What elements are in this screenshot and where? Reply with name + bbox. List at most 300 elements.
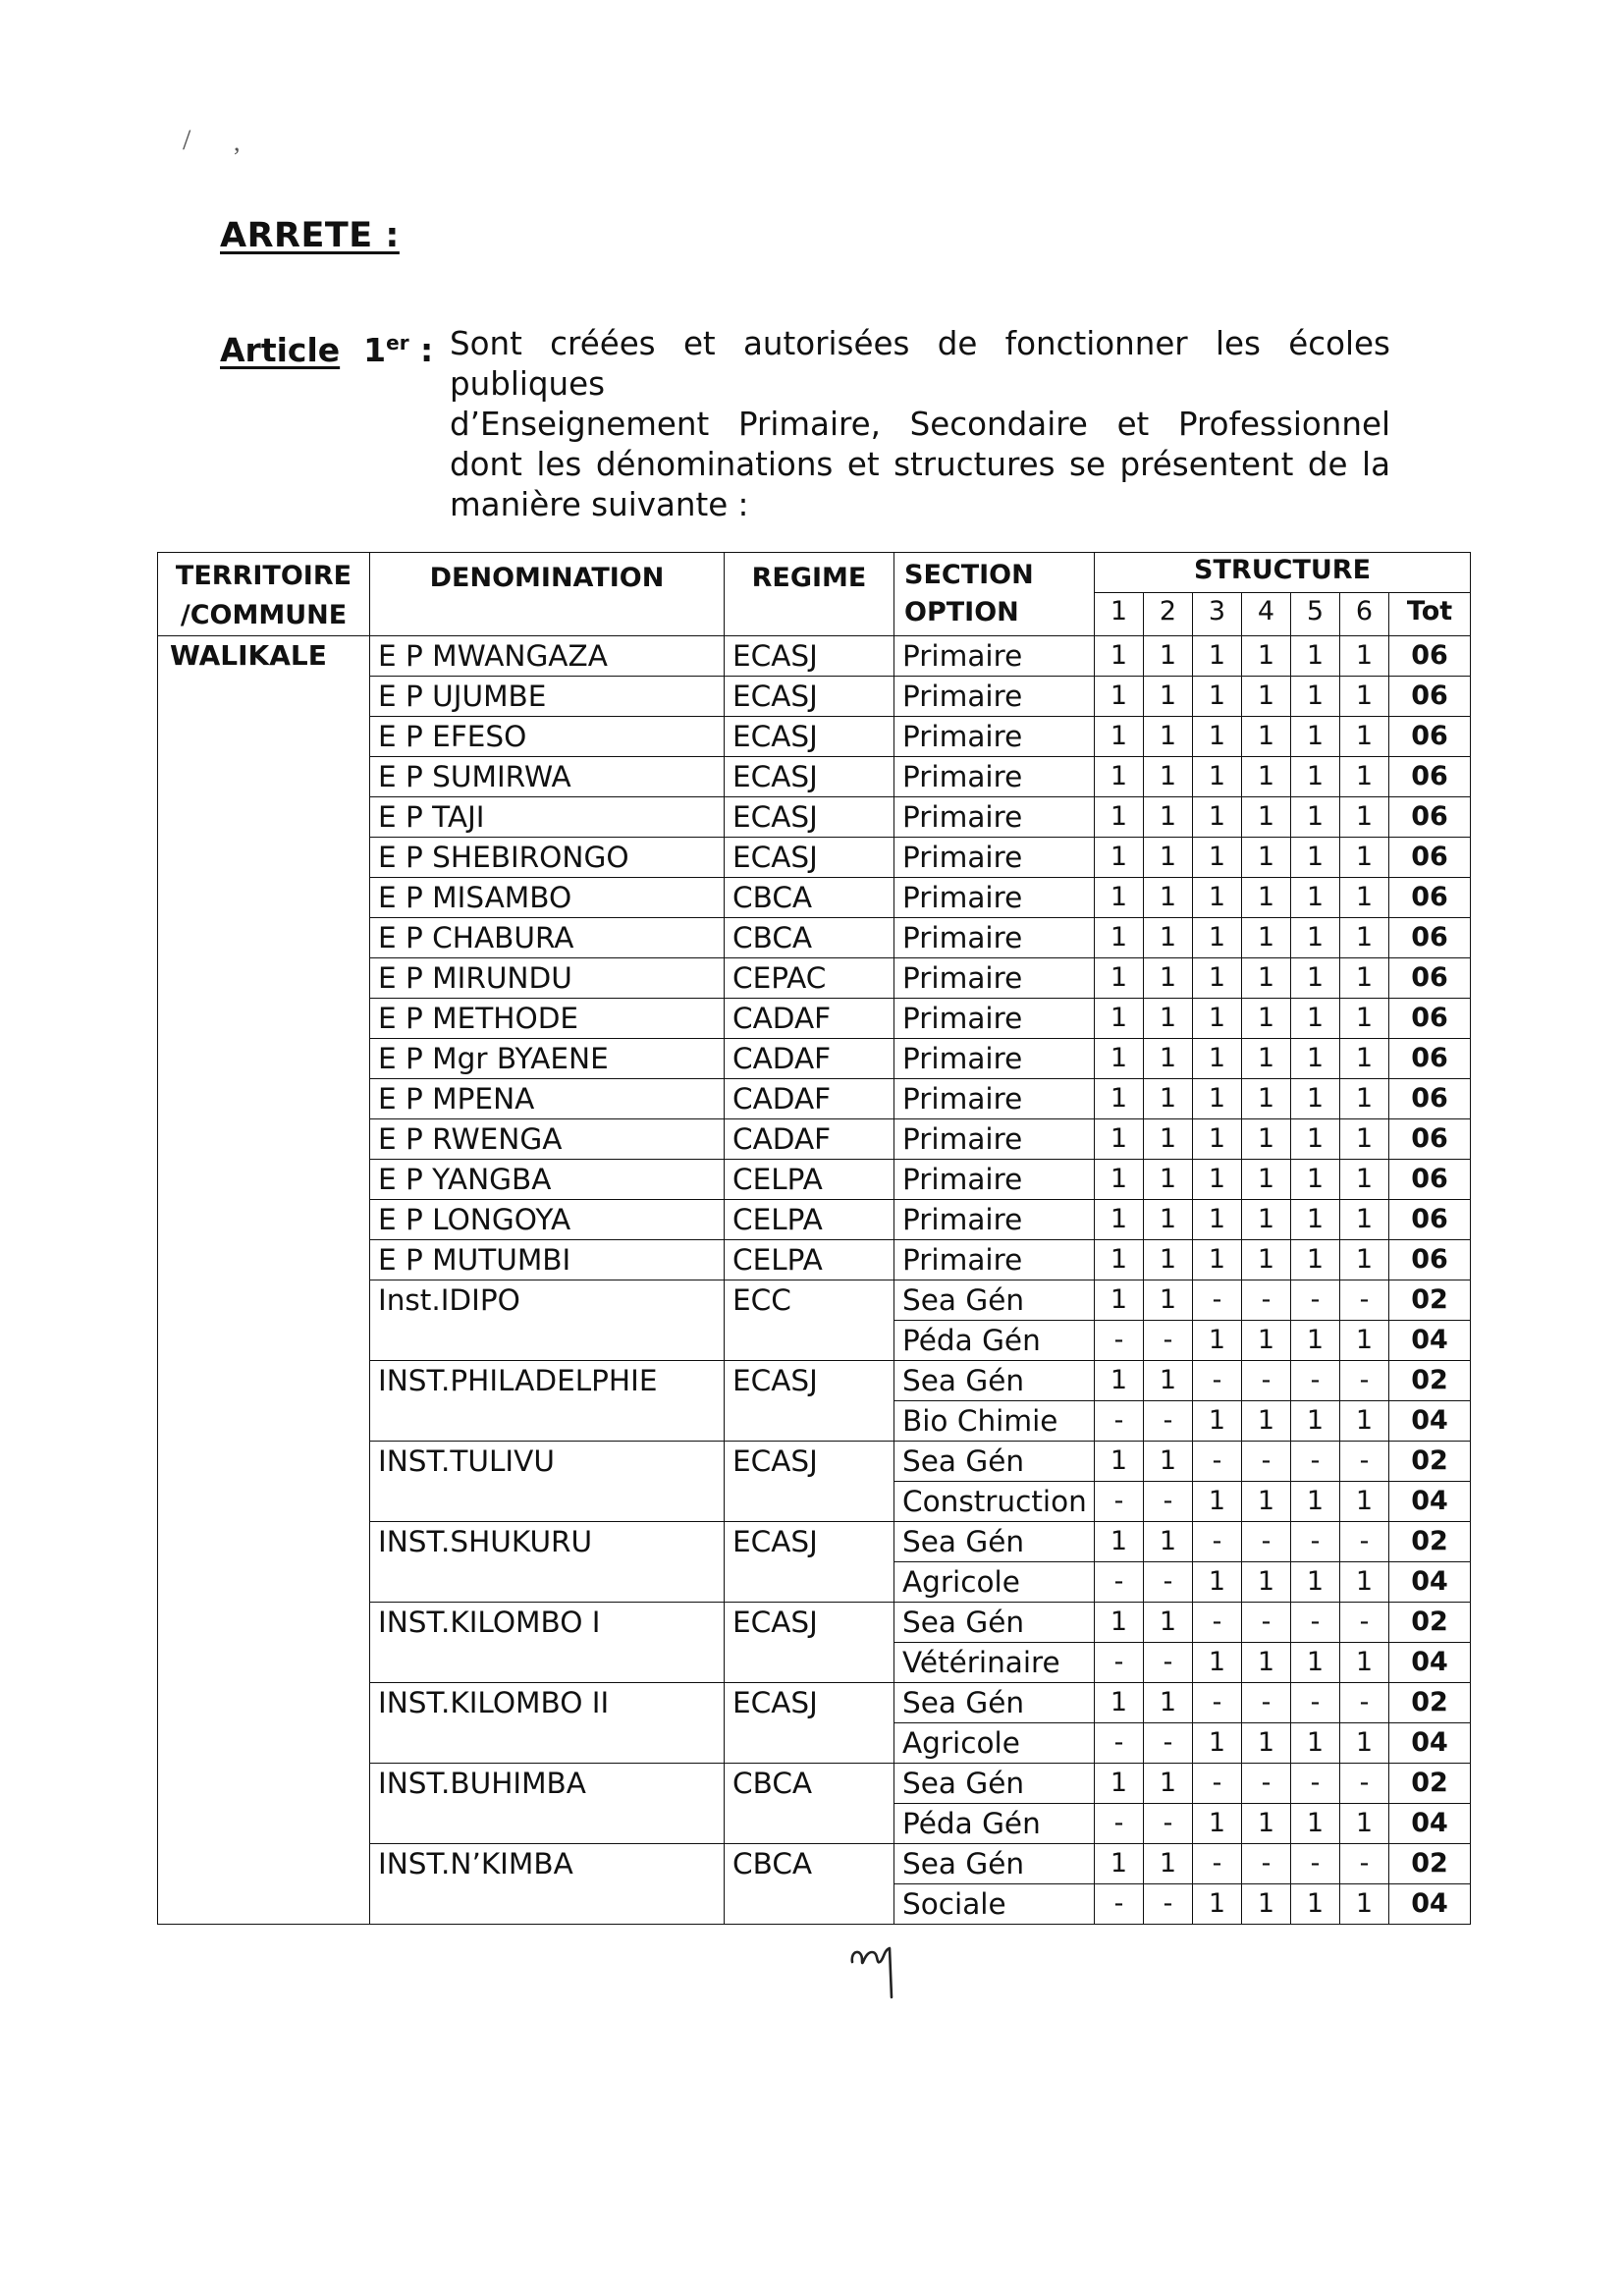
denomination-cell: INST.N’KIMBA	[370, 1844, 725, 1925]
total-cell: 06	[1389, 958, 1471, 999]
denomination-cell: E P MPENA	[370, 1079, 725, 1119]
total-cell: 06	[1389, 1240, 1471, 1280]
section-cell: Péda Gén	[894, 1804, 1095, 1844]
regime-cell: CELPA	[725, 1240, 894, 1280]
class-count-cell: -	[1291, 1683, 1340, 1723]
regime-cell: ECASJ	[725, 1361, 894, 1442]
class-count-cell: -	[1144, 1562, 1193, 1603]
total-cell: 06	[1389, 878, 1471, 918]
class-count-cell: 1	[1291, 757, 1340, 797]
denomination-cell: E P Mgr BYAENE	[370, 1039, 725, 1079]
class-count-cell: 1	[1095, 1844, 1144, 1884]
class-count-cell: 1	[1095, 1039, 1144, 1079]
regime-cell: CADAF	[725, 1119, 894, 1160]
class-count-cell: 1	[1095, 1361, 1144, 1401]
class-count-cell: 1	[1193, 636, 1242, 677]
total-cell: 04	[1389, 1804, 1471, 1844]
class-count-cell: 1	[1095, 1683, 1144, 1723]
class-count-cell: -	[1193, 1683, 1242, 1723]
total-cell: 04	[1389, 1401, 1471, 1442]
total-cell: 04	[1389, 1723, 1471, 1764]
class-count-cell: 1	[1291, 918, 1340, 958]
class-count-cell: 1	[1340, 1884, 1389, 1925]
class-count-cell: 1	[1095, 1522, 1144, 1562]
class-count-cell: 1	[1144, 1603, 1193, 1643]
class-count-cell: 1	[1340, 1079, 1389, 1119]
total-cell: 04	[1389, 1562, 1471, 1603]
margin-mark: /	[183, 124, 191, 156]
class-count-cell: 1	[1242, 757, 1291, 797]
class-count-cell: -	[1144, 1804, 1193, 1844]
class-count-cell: 1	[1193, 1482, 1242, 1522]
class-count-cell: 1	[1193, 999, 1242, 1039]
class-count-cell: 1	[1340, 1200, 1389, 1240]
class-count-cell: -	[1291, 1603, 1340, 1643]
schools-table	[157, 552, 1471, 1925]
regime-cell: ECASJ	[725, 757, 894, 797]
class-count-cell: 1	[1095, 1764, 1144, 1804]
header-class-5: 5	[1291, 593, 1340, 636]
class-count-cell: -	[1242, 1764, 1291, 1804]
class-count-cell: 1	[1095, 636, 1144, 677]
total-cell: 02	[1389, 1361, 1471, 1401]
total-cell: 04	[1389, 1643, 1471, 1683]
total-cell: 06	[1389, 1039, 1471, 1079]
class-count-cell: 1	[1144, 1844, 1193, 1884]
total-cell: 02	[1389, 1603, 1471, 1643]
class-count-cell: 1	[1340, 918, 1389, 958]
regime-cell: CBCA	[725, 878, 894, 918]
class-count-cell: 1	[1340, 1160, 1389, 1200]
class-count-cell: 1	[1095, 677, 1144, 717]
class-count-cell: -	[1144, 1723, 1193, 1764]
total-cell: 04	[1389, 1884, 1471, 1925]
header-class-6: 6	[1340, 593, 1389, 636]
class-count-cell: 1	[1193, 878, 1242, 918]
class-count-cell: 1	[1242, 1240, 1291, 1280]
article-body	[450, 324, 1390, 525]
class-count-cell: -	[1340, 1603, 1389, 1643]
class-count-cell: 1	[1291, 1804, 1340, 1844]
class-count-cell: 1	[1095, 797, 1144, 838]
section-cell: Construction	[894, 1482, 1095, 1522]
class-count-cell: 1	[1340, 838, 1389, 878]
regime-cell: ECASJ	[725, 636, 894, 677]
header-class-4: 4	[1242, 593, 1291, 636]
denomination-cell: E P MUTUMBI	[370, 1240, 725, 1280]
class-count-cell: 1	[1291, 1482, 1340, 1522]
class-count-cell: 1	[1291, 636, 1340, 677]
total-cell: 06	[1389, 757, 1471, 797]
class-count-cell: -	[1193, 1361, 1242, 1401]
class-count-cell: 1	[1193, 1039, 1242, 1079]
class-count-cell: 1	[1144, 1361, 1193, 1401]
section-cell: Primaire	[894, 797, 1095, 838]
class-count-cell: 1	[1193, 918, 1242, 958]
section-cell: Sea Gén	[894, 1603, 1095, 1643]
class-count-cell: 1	[1242, 1723, 1291, 1764]
regime-cell: ECASJ	[725, 1683, 894, 1764]
class-count-cell: 1	[1144, 1039, 1193, 1079]
class-count-cell: 1	[1095, 878, 1144, 918]
denomination-cell: INST.KILOMBO II	[370, 1683, 725, 1764]
class-count-cell: 1	[1242, 797, 1291, 838]
class-count-cell: -	[1193, 1603, 1242, 1643]
class-count-cell: 1	[1193, 1160, 1242, 1200]
class-count-cell: 1	[1291, 1562, 1340, 1603]
class-count-cell: -	[1242, 1280, 1291, 1321]
total-cell: 02	[1389, 1522, 1471, 1562]
section-cell: Primaire	[894, 757, 1095, 797]
class-count-cell: 1	[1144, 1280, 1193, 1321]
class-count-cell: -	[1242, 1522, 1291, 1562]
section-cell: Primaire	[894, 999, 1095, 1039]
territory-cell: WALIKALE	[158, 636, 370, 1925]
class-count-cell: 1	[1144, 1200, 1193, 1240]
denomination-cell: E P METHODE	[370, 999, 725, 1039]
class-count-cell: 1	[1340, 1401, 1389, 1442]
class-count-cell: 1	[1144, 958, 1193, 999]
section-cell: Primaire	[894, 1079, 1095, 1119]
denomination-cell: E P LONGOYA	[370, 1200, 725, 1240]
class-count-cell: 1	[1242, 1804, 1291, 1844]
class-count-cell: 1	[1095, 1280, 1144, 1321]
section-cell: Primaire	[894, 1240, 1095, 1280]
section-cell: Primaire	[894, 1119, 1095, 1160]
class-count-cell: 1	[1095, 1200, 1144, 1240]
denomination-cell: E P UJUMBE	[370, 677, 725, 717]
class-count-cell: 1	[1193, 677, 1242, 717]
table-row	[158, 636, 1471, 677]
total-cell: 06	[1389, 1079, 1471, 1119]
section-cell: Sea Gén	[894, 1361, 1095, 1401]
section-cell: Sea Gén	[894, 1844, 1095, 1884]
class-count-cell: 1	[1340, 757, 1389, 797]
class-count-cell: 1	[1291, 1401, 1340, 1442]
class-count-cell: -	[1340, 1442, 1389, 1482]
class-count-cell: 1	[1291, 1119, 1340, 1160]
class-count-cell: 1	[1144, 1442, 1193, 1482]
section-cell: Vétérinaire	[894, 1643, 1095, 1683]
class-count-cell: 1	[1291, 1884, 1340, 1925]
total-cell: 06	[1389, 717, 1471, 757]
class-count-cell: 1	[1193, 1240, 1242, 1280]
total-cell: 06	[1389, 677, 1471, 717]
class-count-cell: 1	[1242, 1039, 1291, 1079]
class-count-cell: 1	[1144, 838, 1193, 878]
section-cell: Primaire	[894, 1039, 1095, 1079]
class-count-cell: 1	[1193, 1119, 1242, 1160]
header-regime: REGIME	[725, 553, 894, 636]
class-count-cell: 1	[1291, 999, 1340, 1039]
header-class-3: 3	[1193, 593, 1242, 636]
class-count-cell: -	[1095, 1723, 1144, 1764]
class-count-cell: 1	[1144, 1683, 1193, 1723]
section-cell: Bio Chimie	[894, 1401, 1095, 1442]
regime-cell: CBCA	[725, 1764, 894, 1844]
total-cell: 06	[1389, 918, 1471, 958]
class-count-cell: -	[1095, 1401, 1144, 1442]
denomination-cell: E P MIRUNDU	[370, 958, 725, 999]
denomination-cell: E P TAJI	[370, 797, 725, 838]
class-count-cell: 1	[1242, 958, 1291, 999]
section-cell: Sea Gén	[894, 1764, 1095, 1804]
regime-cell: CELPA	[725, 1200, 894, 1240]
class-count-cell: 1	[1095, 1119, 1144, 1160]
class-count-cell: -	[1095, 1562, 1144, 1603]
class-count-cell: -	[1095, 1884, 1144, 1925]
total-cell: 02	[1389, 1683, 1471, 1723]
class-count-cell: 1	[1242, 1482, 1291, 1522]
class-count-cell: 1	[1144, 1240, 1193, 1280]
class-count-cell: -	[1193, 1764, 1242, 1804]
class-count-cell: 1	[1144, 636, 1193, 677]
article-label	[220, 331, 433, 369]
denomination-cell: E P CHABURA	[370, 918, 725, 958]
header-class-2: 2	[1144, 593, 1193, 636]
class-count-cell: 1	[1340, 1039, 1389, 1079]
total-cell: 02	[1389, 1764, 1471, 1804]
class-count-cell: -	[1291, 1764, 1340, 1804]
class-count-cell: 1	[1291, 1160, 1340, 1200]
total-cell: 02	[1389, 1442, 1471, 1482]
class-count-cell: -	[1095, 1643, 1144, 1683]
total-cell: 06	[1389, 838, 1471, 878]
class-count-cell: -	[1340, 1683, 1389, 1723]
class-count-cell: -	[1193, 1442, 1242, 1482]
section-cell: Sea Gén	[894, 1522, 1095, 1562]
class-count-cell: -	[1144, 1321, 1193, 1361]
class-count-cell: 1	[1340, 999, 1389, 1039]
denomination-cell: INST.KILOMBO I	[370, 1603, 725, 1683]
header-tot: Tot	[1389, 593, 1471, 636]
class-count-cell: 1	[1242, 1401, 1291, 1442]
denomination-cell: INST.PHILADELPHIE	[370, 1361, 725, 1442]
denomination-cell: INST.TULIVU	[370, 1442, 725, 1522]
section-cell: Péda Gén	[894, 1321, 1095, 1361]
section-cell: Primaire	[894, 717, 1095, 757]
section-cell: Primaire	[894, 918, 1095, 958]
class-count-cell: 1	[1193, 1200, 1242, 1240]
class-count-cell: 1	[1340, 677, 1389, 717]
class-count-cell: -	[1340, 1764, 1389, 1804]
total-cell: 06	[1389, 1160, 1471, 1200]
class-count-cell: 1	[1095, 1160, 1144, 1200]
class-count-cell: -	[1291, 1442, 1340, 1482]
class-count-cell: -	[1340, 1361, 1389, 1401]
class-count-cell: 1	[1193, 797, 1242, 838]
handwritten-initials	[846, 1940, 915, 2001]
denomination-cell: E P MISAMBO	[370, 878, 725, 918]
total-cell: 06	[1389, 636, 1471, 677]
class-count-cell: 1	[1291, 1321, 1340, 1361]
class-count-cell: 1	[1144, 677, 1193, 717]
class-count-cell: 1	[1193, 1723, 1242, 1764]
class-count-cell: 1	[1242, 677, 1291, 717]
class-count-cell: 1	[1340, 1321, 1389, 1361]
class-count-cell: 1	[1193, 1562, 1242, 1603]
class-count-cell: -	[1242, 1442, 1291, 1482]
regime-cell: ECASJ	[725, 717, 894, 757]
regime-cell: CELPA	[725, 1160, 894, 1200]
class-count-cell: 1	[1340, 636, 1389, 677]
regime-cell: ECASJ	[725, 838, 894, 878]
article-number-sup: er	[386, 331, 409, 354]
class-count-cell: 1	[1291, 797, 1340, 838]
class-count-cell: 1	[1095, 838, 1144, 878]
class-count-cell: 1	[1242, 1200, 1291, 1240]
class-count-cell: -	[1242, 1361, 1291, 1401]
class-count-cell: 1	[1291, 838, 1340, 878]
class-count-cell: 1	[1144, 1522, 1193, 1562]
denomination-cell: Inst.IDIPO	[370, 1280, 725, 1361]
article-number-value: 1	[363, 331, 387, 369]
class-count-cell: -	[1340, 1522, 1389, 1562]
class-count-cell: 1	[1095, 918, 1144, 958]
total-cell: 04	[1389, 1321, 1471, 1361]
header-option-label: OPTION	[904, 597, 1019, 627]
article-text-first-line: Sont créées et autorisées de fonctionner les écoles publiques	[450, 325, 1390, 403]
class-count-cell: 1	[1340, 1119, 1389, 1160]
denomination-cell: E P EFESO	[370, 717, 725, 757]
class-count-cell: 1	[1193, 717, 1242, 757]
header-territoire-label: TERRITOIRE	[175, 561, 352, 591]
class-count-cell: 1	[1242, 878, 1291, 918]
regime-cell: ECASJ	[725, 1522, 894, 1603]
class-count-cell: 1	[1095, 1603, 1144, 1643]
class-count-cell: 1	[1291, 677, 1340, 717]
class-count-cell: -	[1242, 1603, 1291, 1643]
regime-cell: ECASJ	[725, 677, 894, 717]
total-cell: 02	[1389, 1844, 1471, 1884]
class-count-cell: 1	[1242, 1079, 1291, 1119]
class-count-cell: 1	[1242, 717, 1291, 757]
class-count-cell: 1	[1291, 1039, 1340, 1079]
class-count-cell: 1	[1193, 1804, 1242, 1844]
section-cell: Primaire	[894, 1200, 1095, 1240]
denomination-cell: E P SUMIRWA	[370, 757, 725, 797]
class-count-cell: 1	[1291, 717, 1340, 757]
class-count-cell: -	[1291, 1361, 1340, 1401]
total-cell: 04	[1389, 1482, 1471, 1522]
header-section-option	[894, 553, 1095, 636]
class-count-cell: 1	[1144, 1079, 1193, 1119]
section-cell: Sea Gén	[894, 1683, 1095, 1723]
table-body	[158, 636, 1471, 1925]
class-count-cell: 1	[1144, 1764, 1193, 1804]
section-cell: Primaire	[894, 958, 1095, 999]
class-count-cell: -	[1291, 1522, 1340, 1562]
section-cell: Sociale	[894, 1884, 1095, 1925]
header-structure: STRUCTURE	[1095, 553, 1471, 593]
class-count-cell: 1	[1095, 1240, 1144, 1280]
class-count-cell: 1	[1095, 717, 1144, 757]
class-count-cell: 1	[1291, 1079, 1340, 1119]
class-count-cell: 1	[1340, 878, 1389, 918]
article-number	[363, 331, 433, 369]
class-count-cell: 1	[1095, 1079, 1144, 1119]
total-cell: 06	[1389, 797, 1471, 838]
class-count-cell: 1	[1242, 1643, 1291, 1683]
header-class-1: 1	[1095, 593, 1144, 636]
regime-cell: ECASJ	[725, 797, 894, 838]
class-count-cell: -	[1144, 1401, 1193, 1442]
denomination-cell: INST.BUHIMBA	[370, 1764, 725, 1844]
class-count-cell: -	[1242, 1844, 1291, 1884]
section-cell: Agricole	[894, 1723, 1095, 1764]
regime-cell: CBCA	[725, 1844, 894, 1925]
class-count-cell: 1	[1291, 878, 1340, 918]
header-denomination: DENOMINATION	[370, 553, 725, 636]
class-count-cell: 1	[1193, 1401, 1242, 1442]
class-count-cell: 1	[1095, 999, 1144, 1039]
class-count-cell: 1	[1193, 1884, 1242, 1925]
class-count-cell: 1	[1144, 717, 1193, 757]
header-territoire	[158, 553, 370, 636]
regime-cell: CBCA	[725, 918, 894, 958]
document-heading: ARRETE :	[220, 216, 400, 255]
regime-cell: ECASJ	[725, 1603, 894, 1683]
class-count-cell: 1	[1291, 1240, 1340, 1280]
class-count-cell: -	[1095, 1804, 1144, 1844]
class-count-cell: 1	[1242, 838, 1291, 878]
class-count-cell: 1	[1095, 1442, 1144, 1482]
class-count-cell: 1	[1242, 1119, 1291, 1160]
regime-cell: CEPAC	[725, 958, 894, 999]
class-count-cell: 1	[1193, 838, 1242, 878]
class-count-cell: 1	[1340, 1804, 1389, 1844]
class-count-cell: 1	[1193, 1321, 1242, 1361]
denomination-cell: INST.SHUKURU	[370, 1522, 725, 1603]
class-count-cell: 1	[1242, 636, 1291, 677]
class-count-cell: 1	[1193, 1079, 1242, 1119]
class-count-cell: 1	[1242, 999, 1291, 1039]
class-count-cell: -	[1193, 1280, 1242, 1321]
class-count-cell: 1	[1340, 958, 1389, 999]
class-count-cell: 1	[1144, 757, 1193, 797]
class-count-cell: 1	[1242, 918, 1291, 958]
class-count-cell: 1	[1193, 958, 1242, 999]
class-count-cell: -	[1193, 1844, 1242, 1884]
class-count-cell: 1	[1291, 1723, 1340, 1764]
class-count-cell: 1	[1242, 1884, 1291, 1925]
class-count-cell: 1	[1340, 1562, 1389, 1603]
margin-mark: ,	[234, 128, 241, 156]
class-count-cell: 1	[1193, 757, 1242, 797]
regime-cell: CADAF	[725, 1039, 894, 1079]
total-cell: 02	[1389, 1280, 1471, 1321]
class-count-cell: 1	[1340, 1723, 1389, 1764]
class-count-cell: -	[1340, 1280, 1389, 1321]
class-count-cell: 1	[1291, 1200, 1340, 1240]
section-cell: Sea Gén	[894, 1280, 1095, 1321]
class-count-cell: 1	[1144, 999, 1193, 1039]
article-text-rest: d’Enseignement Primaire, Secondaire et Professionnel dont les dénominations et structures se présentent de la manière suivante :	[450, 406, 1390, 523]
header-commune-label: /COMMUNE	[180, 600, 348, 630]
class-count-cell: 1	[1144, 1160, 1193, 1200]
class-count-cell: 1	[1340, 1643, 1389, 1683]
total-cell: 06	[1389, 1119, 1471, 1160]
total-cell: 06	[1389, 999, 1471, 1039]
header-section-label: SECTION	[904, 560, 1034, 590]
class-count-cell: 1	[1340, 717, 1389, 757]
class-count-cell: -	[1095, 1321, 1144, 1361]
class-count-cell: -	[1193, 1522, 1242, 1562]
class-count-cell: 1	[1340, 1482, 1389, 1522]
class-count-cell: -	[1340, 1844, 1389, 1884]
denomination-cell: E P YANGBA	[370, 1160, 725, 1200]
class-count-cell: -	[1095, 1482, 1144, 1522]
